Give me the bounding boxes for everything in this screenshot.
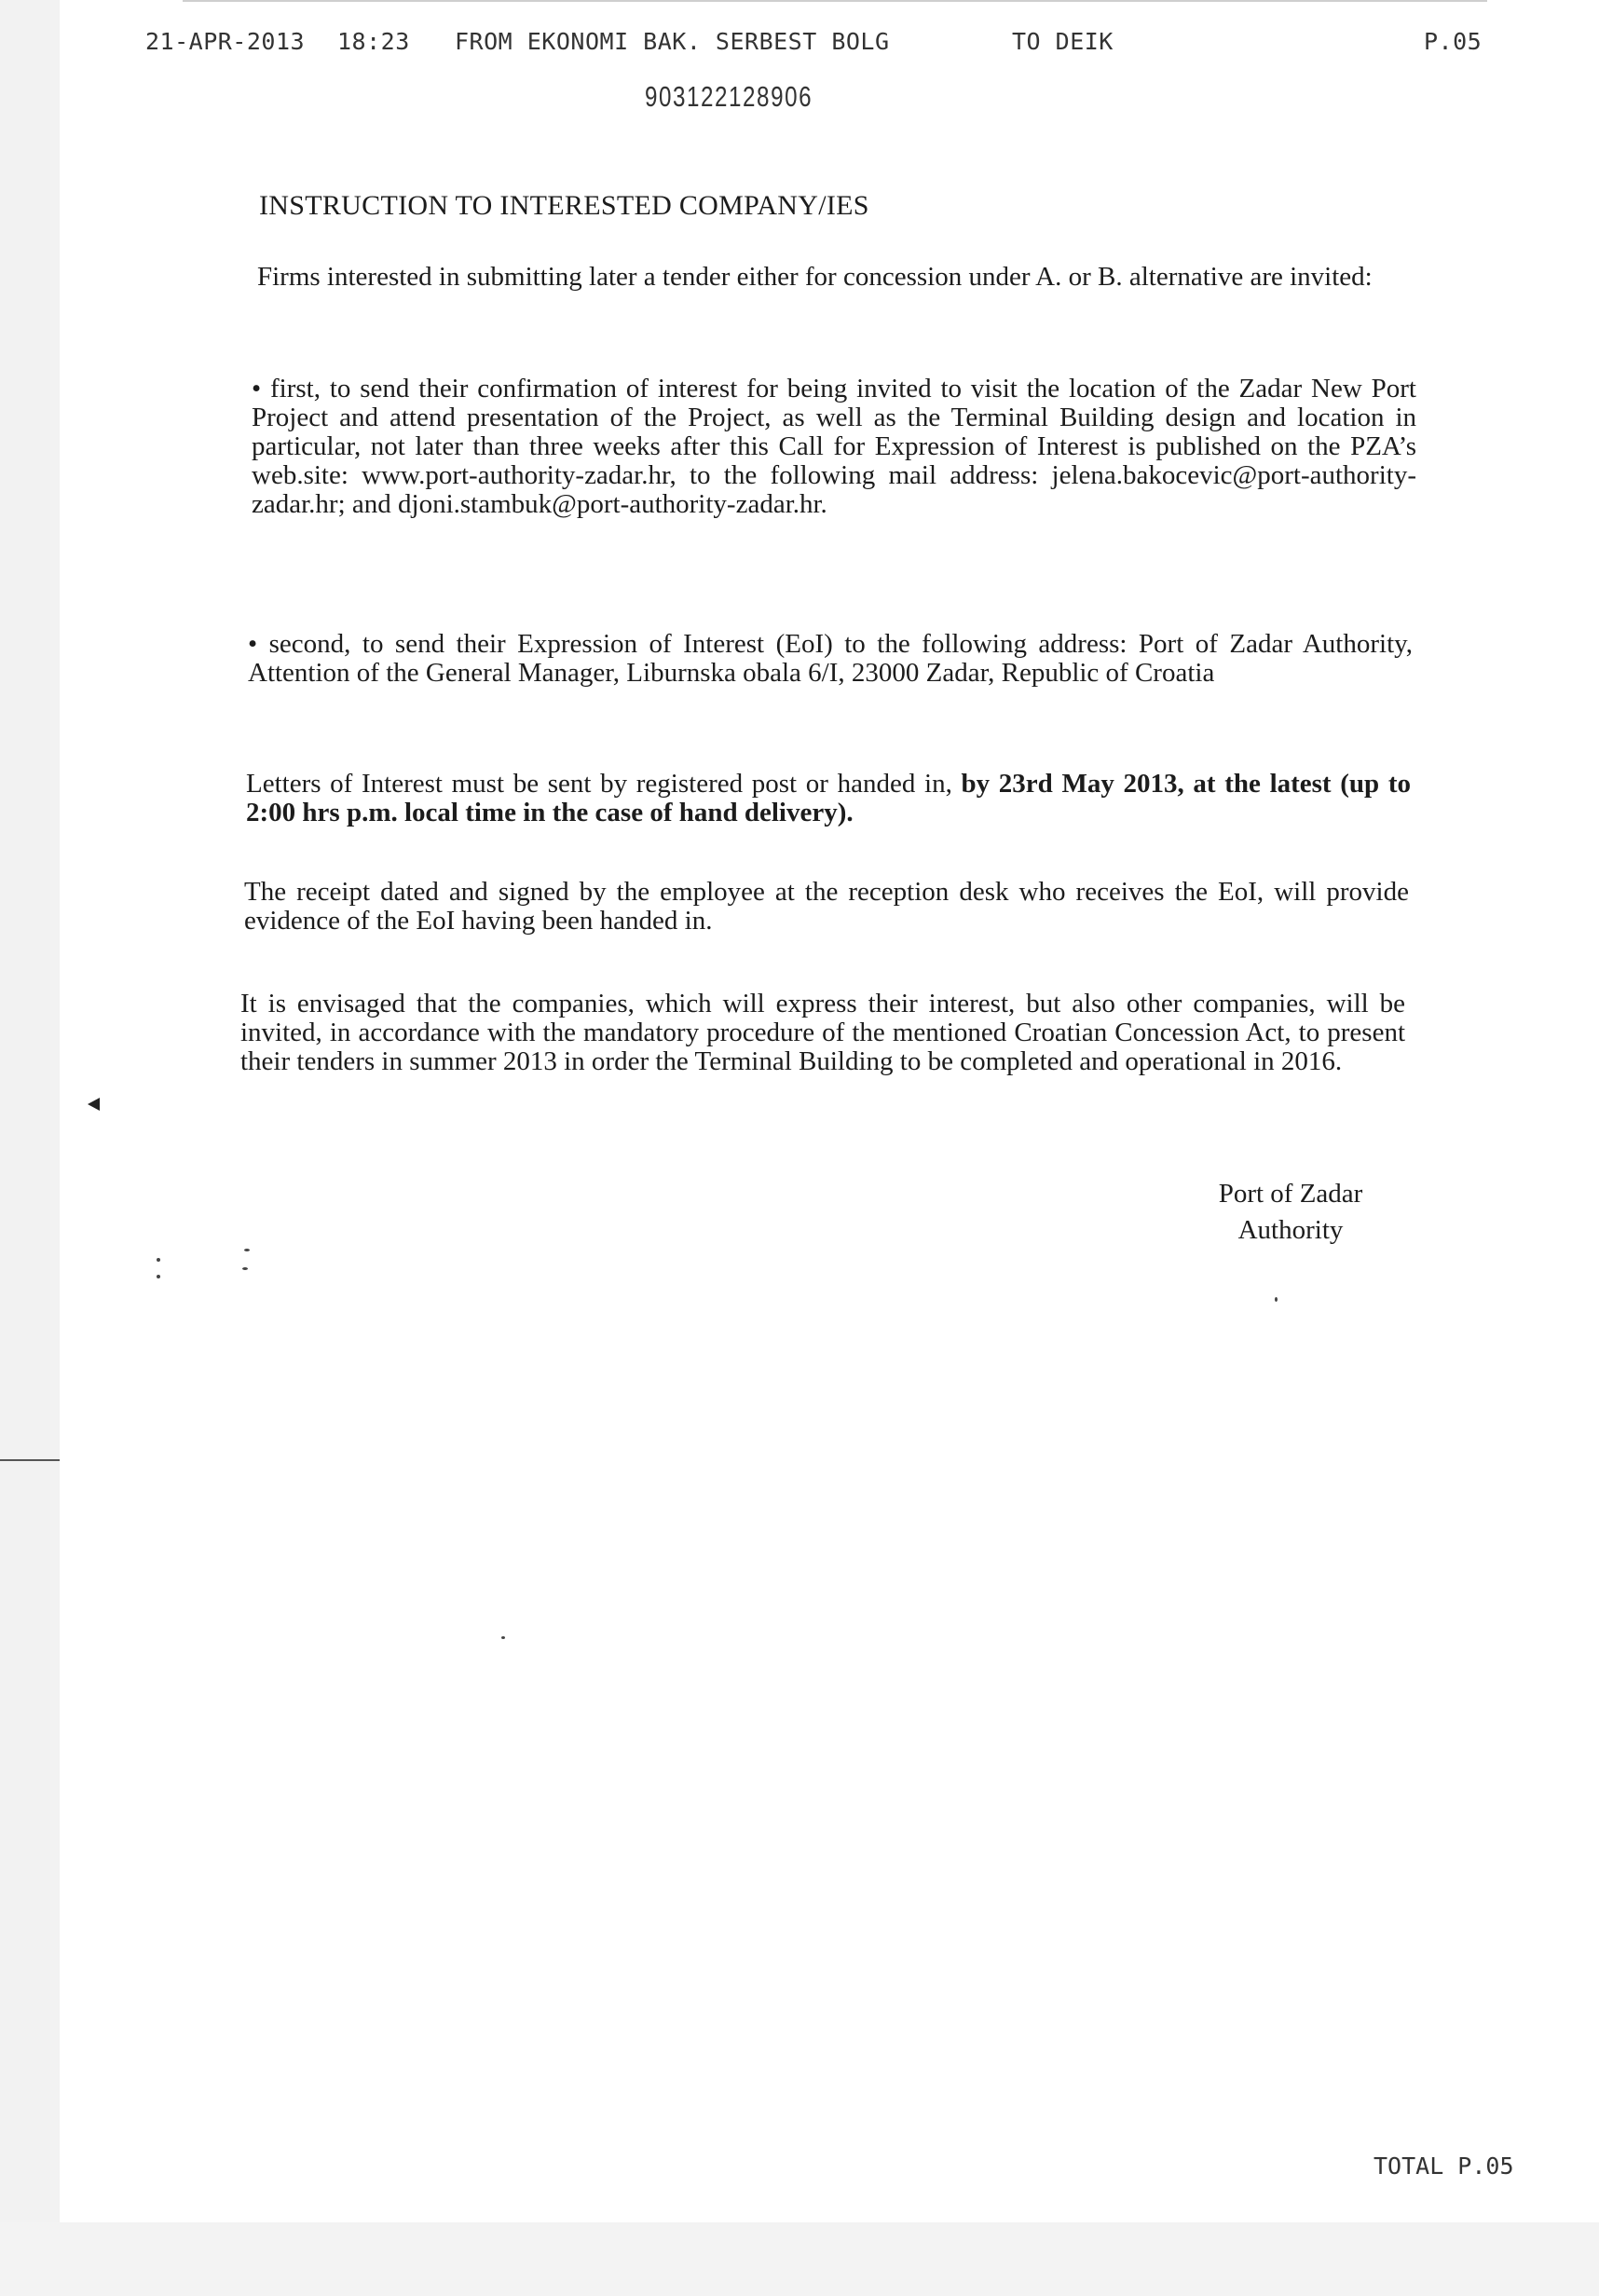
signature-line-2: Authority <box>1237 1215 1344 1245</box>
fax-date: 21-APR-2013 <box>145 28 306 55</box>
scan-speck <box>1275 1297 1278 1302</box>
deadline-bold-text: by 23rd May 2013, at the latest (up to 2:00 hrs p.m. local time in the case of hand delivery). <box>246 769 1411 827</box>
fax-total-pages: TOTAL P.05 <box>1374 2152 1514 2180</box>
signature-line-1: Port of Zadar <box>1218 1179 1363 1209</box>
scan-speck <box>244 1249 250 1251</box>
letters-plain-text: Letters of Interest must be sent by registered post or handed in, <box>246 769 962 799</box>
page-edge-line <box>0 1459 60 1461</box>
top-edge-line <box>183 0 1487 2</box>
scan-edge-bottom <box>0 2222 1599 2296</box>
scan-speck <box>501 1636 505 1639</box>
scan-speck <box>157 1275 160 1278</box>
scan-edge-left <box>0 0 60 2296</box>
fax-number: 903122128906 <box>645 80 813 113</box>
fax-from: FROM EKONOMI BAK. SERBEST BOLG <box>455 28 890 55</box>
scan-speck <box>157 1258 160 1262</box>
scan-mark-arrow <box>88 1098 100 1111</box>
scanned-page <box>60 0 1599 2222</box>
fax-time: 18:23 <box>337 28 410 55</box>
document-title: INSTRUCTION TO INTERESTED COMPANY/IES <box>259 190 869 221</box>
fax-page-number: P.05 <box>1424 28 1483 55</box>
letters-of-interest-paragraph <box>246 770 1411 827</box>
signature-block <box>1183 1176 1398 1249</box>
receipt-paragraph: The receipt dated and signed by the employee at the reception desk who receives the EoI, will provide evidence of the EoI having been handed in. <box>244 877 1409 936</box>
bullet-second: • second, to send their Expression of Interest (EoI) to the following address: Port of Zadar Authority, Attention of the General Manager, Liburnska obala 6/I, 23000 Zadar, Republic of Croatia <box>248 629 1413 688</box>
scan-speck <box>242 1267 248 1270</box>
intro-paragraph: Firms interested in submitting later a tender either for concession under A. or B. alternative are invited: <box>257 262 1373 292</box>
envisaged-paragraph: It is envisaged that the companies, which will express their interest, but also other companies, will be invited, in accordance with the mandatory procedure of the mentioned Croatian Concession Act, to present their tenders in summer 2013 in order the Terminal Building to be completed and operational in 2016. <box>240 989 1405 1076</box>
fax-to: TO DEIK <box>1012 28 1114 55</box>
bullet-first: • first, to send their confirmation of interest for being invited to visit the location of the Zadar New Port Project and attend presentation of the Project, as well as the Terminal Building design and location in particular, not later than three weeks after this Call for Expression of Interest is published on the PZA’s web.site: www.port-authority-zadar.hr, to the following mail address: jelena.bakocevic@port-authority-zadar.hr; and djoni.stambuk@port-authority-zadar.hr. <box>252 374 1416 519</box>
